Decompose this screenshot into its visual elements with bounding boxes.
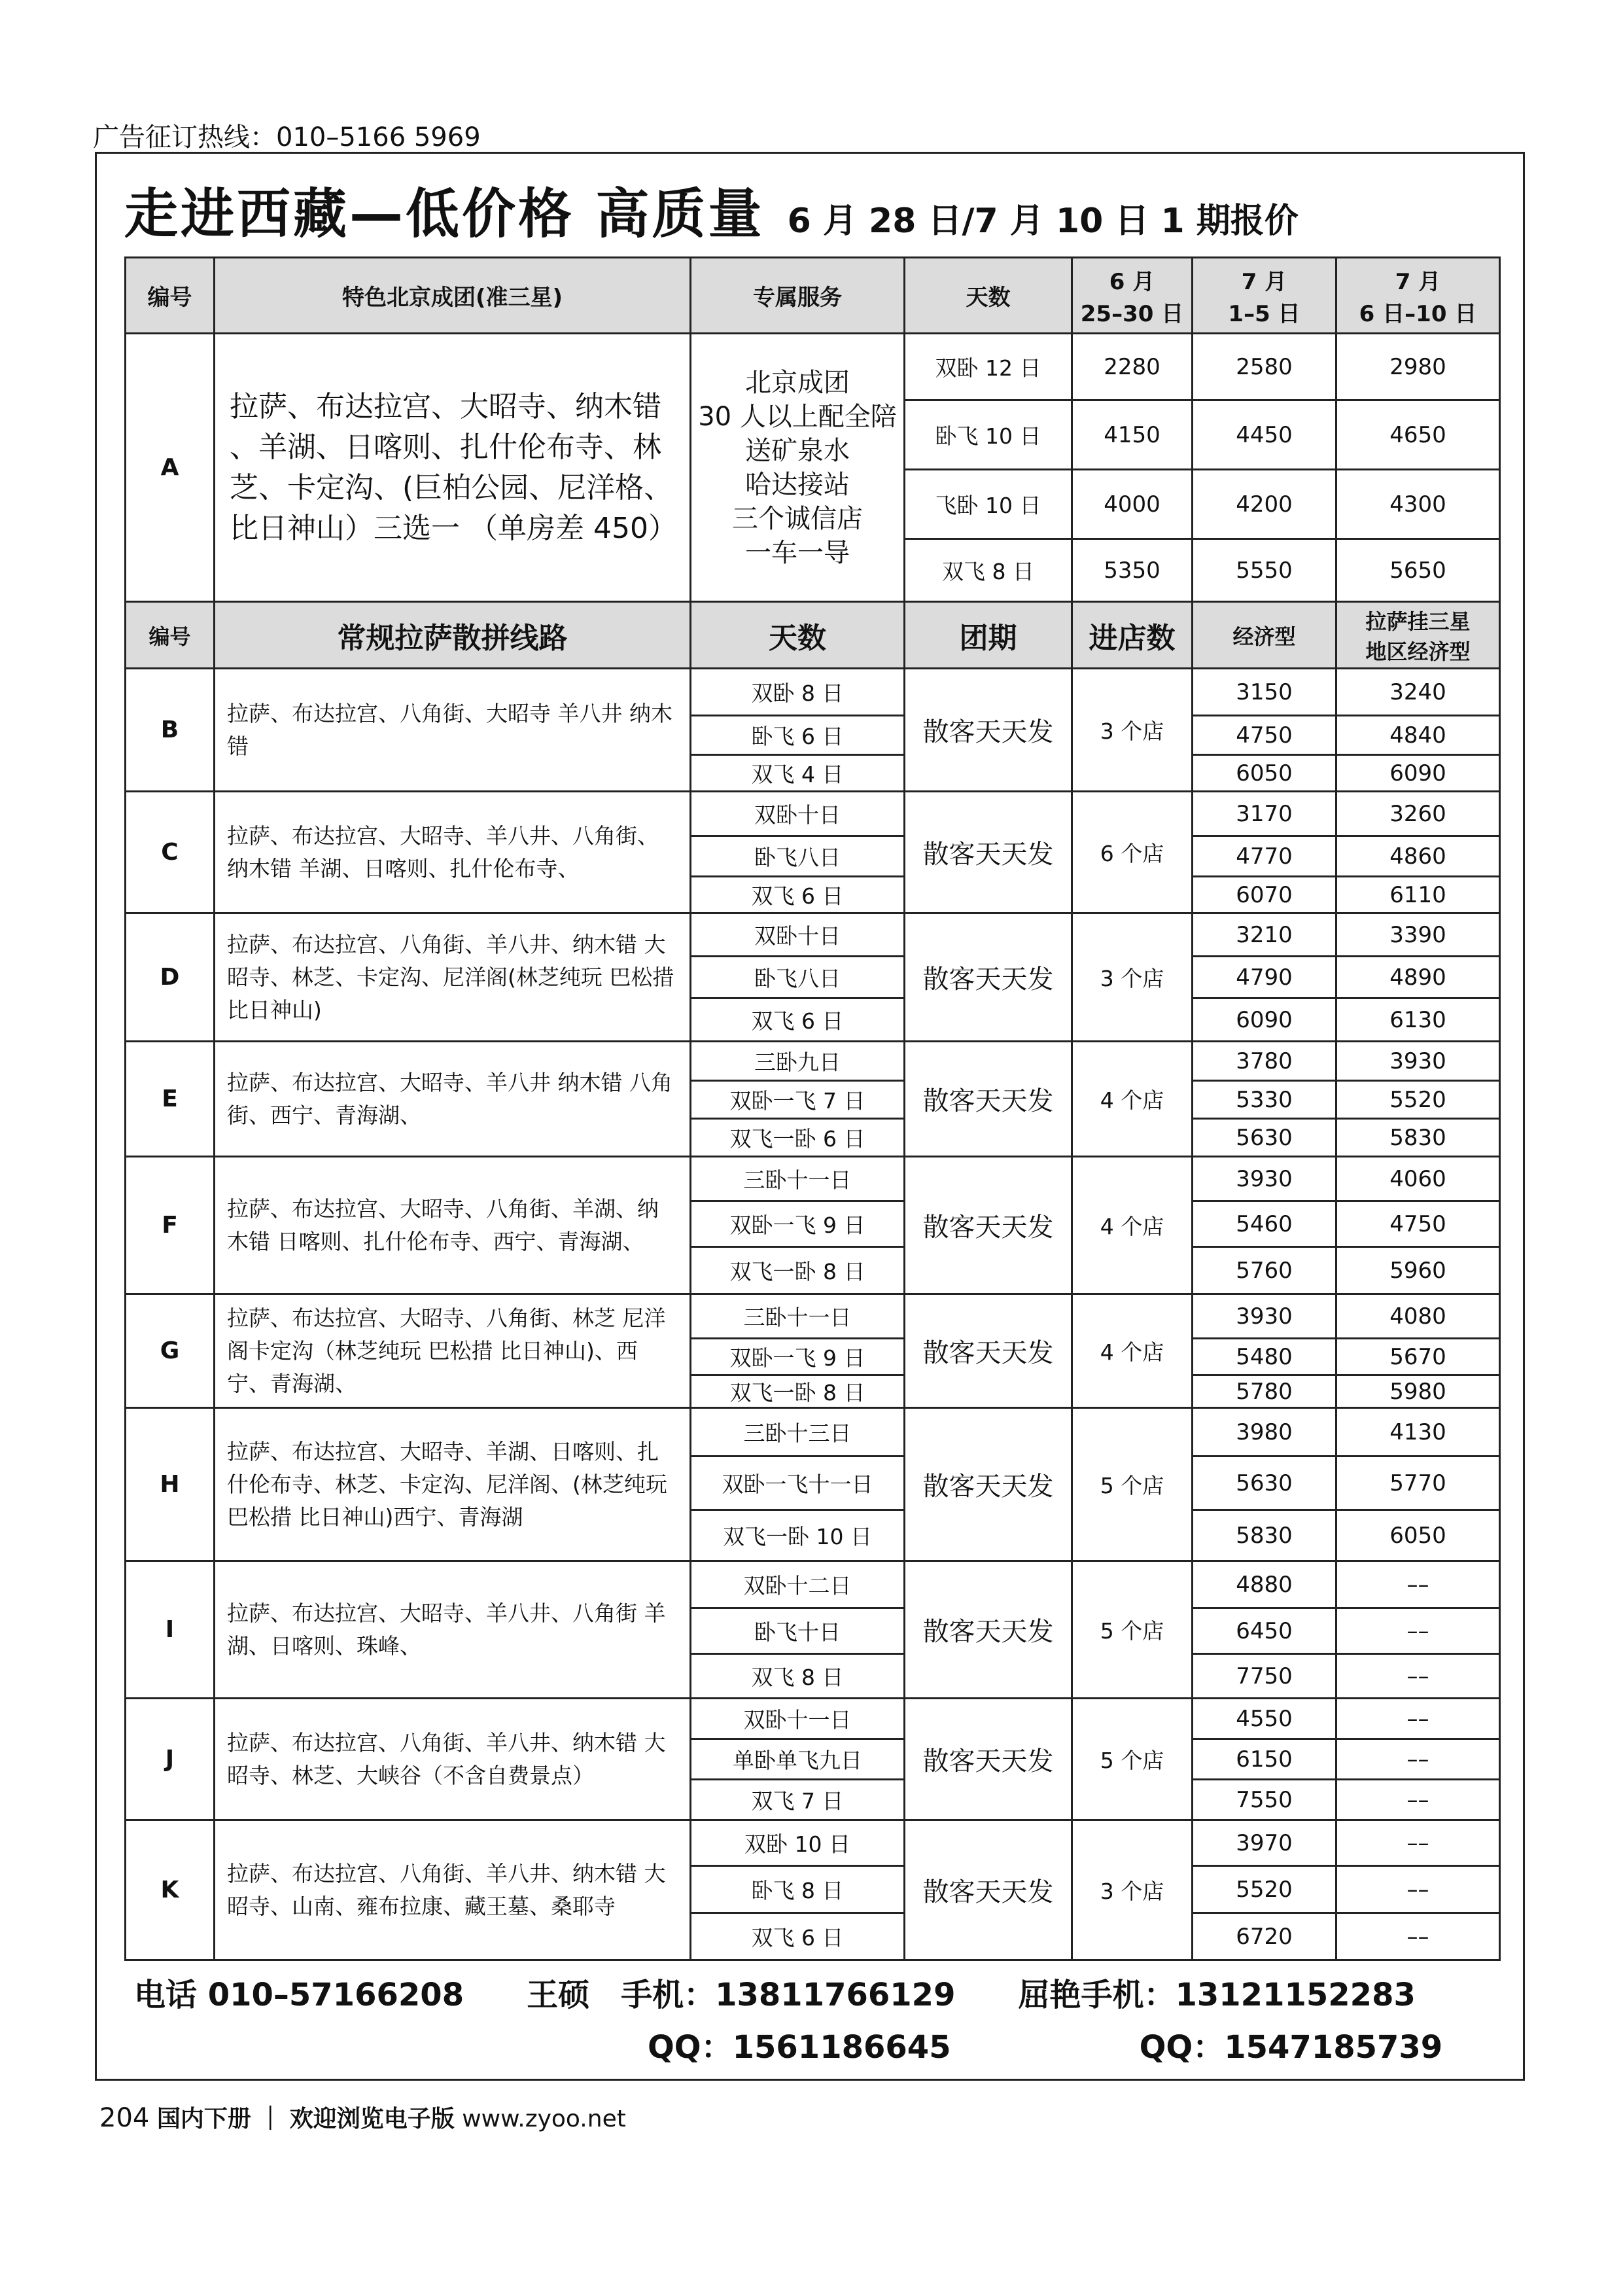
price-cell: 2980 <box>1336 334 1500 400</box>
days-cell: 双飞 6 日 <box>691 998 905 1042</box>
days-cell: 双飞一卧 10 日 <box>691 1510 905 1561</box>
days-cell: 卧飞 6 日 <box>691 716 905 755</box>
price-economy: 4550 <box>1193 1699 1336 1739</box>
header-col2: 7 月 1–5 日 <box>1193 258 1336 334</box>
days-cell: 双飞一卧 6 日 <box>691 1119 905 1157</box>
price-economy: 3210 <box>1193 913 1336 957</box>
route-text: 拉萨、布达拉宫、八角街、羊八井、纳木错 大昭寺、林芝、大峡谷（不含自费景点） <box>215 1699 691 1820</box>
table-row <box>126 1820 1500 1866</box>
price-lhasa3: 6050 <box>1336 1510 1500 1561</box>
header-lhasa3: 拉萨挂三星 地区经济型 <box>1336 602 1500 669</box>
price-lhasa3: –– <box>1336 1913 1500 1960</box>
schedule-cell: 散客天天发 <box>905 1699 1072 1820</box>
header-code: 编号 <box>126 602 215 669</box>
price-economy: 7550 <box>1193 1780 1336 1820</box>
price-lhasa3: 6110 <box>1336 877 1500 913</box>
price-economy: 5630 <box>1193 1119 1336 1157</box>
price-lhasa3: 4060 <box>1336 1157 1500 1201</box>
title-sub: 6 月 28 日/7 月 10 日 1 期报价 <box>787 202 1299 241</box>
price-economy: 5760 <box>1193 1247 1336 1294</box>
route-text: 拉萨、布达拉宫、大昭寺、八角街、林芝 尼洋阁卡定沟（林芝纯玩 巴松措 比日神山)、西宁、青海湖、 <box>215 1294 691 1408</box>
shops-cell: 5 个店 <box>1072 1699 1193 1820</box>
route-text: 拉萨、布达拉宫、大昭寺、羊湖、日喀则、扎什伦布寺、林芝、卡定沟、尼洋阁、(林芝纯玩 巴松措 比日神山)西宁、青海湖 <box>215 1408 691 1561</box>
page-title <box>124 171 1299 248</box>
table-row <box>126 334 1500 400</box>
table-row <box>126 669 1500 716</box>
ad-hotline: 广告征订热线：010–5166 5969 <box>93 122 481 152</box>
price-economy: 5630 <box>1193 1457 1336 1510</box>
days-cell: 卧飞 8 日 <box>691 1866 905 1913</box>
price-lhasa3: –– <box>1336 1561 1500 1608</box>
price-lhasa3: 3930 <box>1336 1042 1500 1081</box>
shops-cell: 6 个店 <box>1072 792 1193 913</box>
days-cell: 双飞一卧 8 日 <box>691 1375 905 1408</box>
price-economy: 5780 <box>1193 1375 1336 1408</box>
price-economy: 7750 <box>1193 1654 1336 1699</box>
row-code: E <box>126 1042 215 1157</box>
table-row <box>126 1561 1500 1608</box>
days-cell: 双飞 8 日 <box>905 539 1072 602</box>
price-lhasa3: –– <box>1336 1699 1500 1739</box>
price-economy: 6090 <box>1193 998 1336 1042</box>
price-cell: 4450 <box>1193 400 1336 470</box>
price-cell: 5650 <box>1336 539 1500 602</box>
price-lhasa3: 5980 <box>1336 1375 1500 1408</box>
exclusive-service: 北京成团 30 人以上配全陪 送矿泉水 哈达接站 三个诚信店 一车一导 <box>691 334 905 602</box>
row-code: B <box>126 669 215 792</box>
row-code: F <box>126 1157 215 1294</box>
days-cell: 三卧十三日 <box>691 1408 905 1457</box>
price-economy: 4770 <box>1193 836 1336 877</box>
price-economy: 3170 <box>1193 792 1336 836</box>
price-lhasa3: 5770 <box>1336 1457 1500 1510</box>
days-cell: 双卧十一日 <box>691 1699 905 1739</box>
schedule-cell: 散客天天发 <box>905 1294 1072 1408</box>
price-lhasa3: 5830 <box>1336 1119 1500 1157</box>
days-cell: 三卧九日 <box>691 1042 905 1081</box>
days-cell: 三卧十一日 <box>691 1294 905 1339</box>
days-cell: 双飞 7 日 <box>691 1780 905 1820</box>
price-lhasa3: 4750 <box>1336 1201 1500 1247</box>
days-cell: 双卧 8 日 <box>691 669 905 716</box>
days-cell: 卧飞十日 <box>691 1608 905 1654</box>
price-economy: 6450 <box>1193 1608 1336 1654</box>
header-shops: 进店数 <box>1072 602 1193 669</box>
header-days: 天数 <box>691 602 905 669</box>
shops-cell: 5 个店 <box>1072 1561 1193 1699</box>
price-cell: 5550 <box>1193 539 1336 602</box>
price-economy: 3150 <box>1193 669 1336 716</box>
price-economy: 5460 <box>1193 1201 1336 1247</box>
beijing-group-table <box>124 256 1501 603</box>
schedule-cell: 散客天天发 <box>905 1042 1072 1157</box>
schedule-cell: 散客天天发 <box>905 1408 1072 1561</box>
header-code: 编号 <box>126 258 215 334</box>
days-cell: 双卧 12 日 <box>905 334 1072 400</box>
contact-line-2: QQ：1561186645 QQ：1547185739 <box>648 2029 1443 2066</box>
price-economy: 3930 <box>1193 1157 1336 1201</box>
price-lhasa3: –– <box>1336 1654 1500 1699</box>
header-tour: 特色北京成团(准三星) <box>215 258 691 334</box>
row-code: A <box>126 334 215 602</box>
table1-header <box>126 258 1500 334</box>
price-lhasa3: 4860 <box>1336 836 1500 877</box>
table-row <box>126 1294 1500 1339</box>
table-row <box>126 792 1500 836</box>
price-lhasa3: 4840 <box>1336 716 1500 755</box>
route-text: 拉萨、布达拉宫、大昭寺、羊八井、八角街、纳木错 羊湖、日喀则、扎什伦布寺、 <box>215 792 691 913</box>
price-economy: 6720 <box>1193 1913 1336 1960</box>
price-cell: 4000 <box>1072 470 1193 539</box>
route-text: 拉萨、布达拉宫、八角街、羊八井、纳木错 大昭寺、山南、雍布拉康、藏王墓、桑耶寺 <box>215 1820 691 1960</box>
days-cell: 双卧一飞 9 日 <box>691 1339 905 1375</box>
days-cell: 双飞 6 日 <box>691 1913 905 1960</box>
schedule-cell: 散客天天发 <box>905 1820 1072 1960</box>
price-cell: 5350 <box>1072 539 1193 602</box>
price-economy: 6070 <box>1193 877 1336 913</box>
header-economy: 经济型 <box>1193 602 1336 669</box>
title-main: 走进西藏—低价格 高质量 <box>124 183 765 245</box>
price-economy: 5330 <box>1193 1081 1336 1119</box>
price-economy: 6150 <box>1193 1739 1336 1780</box>
price-lhasa3: –– <box>1336 1780 1500 1820</box>
schedule-cell: 散客天天发 <box>905 1561 1072 1699</box>
days-cell: 三卧十一日 <box>691 1157 905 1201</box>
shops-cell: 3 个店 <box>1072 1820 1193 1960</box>
site-url[interactable]: www.zyoo.net <box>462 2106 626 2132</box>
price-cell: 4300 <box>1336 470 1500 539</box>
days-cell: 双卧十日 <box>691 913 905 957</box>
days-cell: 双卧十二日 <box>691 1561 905 1608</box>
price-economy: 3930 <box>1193 1294 1336 1339</box>
table2-header <box>126 602 1500 669</box>
table-row <box>126 913 1500 957</box>
days-cell: 单卧单飞九日 <box>691 1739 905 1780</box>
table-row <box>126 1157 1500 1201</box>
days-cell: 卧飞八日 <box>691 836 905 877</box>
header-schedule: 团期 <box>905 602 1072 669</box>
table-row <box>126 1042 1500 1081</box>
section-name: 国内下册 <box>156 2106 251 2132</box>
page-number: 204 <box>99 2103 150 2133</box>
welcome-text: 欢迎浏览电子版 <box>289 2106 455 2132</box>
price-cell: 4650 <box>1336 400 1500 470</box>
days-cell: 双飞 6 日 <box>691 877 905 913</box>
route-text: 拉萨、布达拉宫、大昭寺、八角街、羊湖、纳木错 日喀则、扎什伦布寺、西宁、青海湖、 <box>215 1157 691 1294</box>
table-row <box>126 1699 1500 1739</box>
price-economy: 5520 <box>1193 1866 1336 1913</box>
row-code: I <box>126 1561 215 1699</box>
schedule-cell: 散客天天发 <box>905 792 1072 913</box>
days-cell: 双飞一卧 8 日 <box>691 1247 905 1294</box>
price-economy: 4790 <box>1193 957 1336 998</box>
price-lhasa3: –– <box>1336 1608 1500 1654</box>
shops-cell: 5 个店 <box>1072 1408 1193 1561</box>
price-lhasa3: –– <box>1336 1739 1500 1780</box>
route-text: 拉萨、布达拉宫、大昭寺、纳木错 、羊湖、日喀则、扎什伦布寺、林芝、卡定沟、(巨柏公园、尼洋格、比日神山）三选一 （单房差 450） <box>215 334 691 602</box>
days-cell: 双卧一飞十一日 <box>691 1457 905 1510</box>
shops-cell: 4 个店 <box>1072 1294 1193 1408</box>
price-lhasa3: –– <box>1336 1866 1500 1913</box>
price-lhasa3: 5960 <box>1336 1247 1500 1294</box>
price-lhasa3: 4890 <box>1336 957 1500 998</box>
route-text: 拉萨、布达拉宫、八角街、大昭寺 羊八井 纳木错 <box>215 669 691 792</box>
contact-line-1: 电话 010–57166208 王硕 手机：13811766129 屈艳手机：13121152283 <box>134 1977 1416 2013</box>
price-economy: 3970 <box>1193 1820 1336 1866</box>
days-cell: 飞卧 10 日 <box>905 470 1072 539</box>
price-lhasa3: 4080 <box>1336 1294 1500 1339</box>
row-code: J <box>126 1699 215 1820</box>
table-row <box>126 1408 1500 1457</box>
schedule-cell: 散客天天发 <box>905 669 1072 792</box>
price-lhasa3: 5520 <box>1336 1081 1500 1119</box>
route-text: 拉萨、布达拉宫、大昭寺、羊八井 纳木错 八角街、西宁、青海湖、 <box>215 1042 691 1157</box>
price-lhasa3: 6090 <box>1336 755 1500 792</box>
price-lhasa3: 4130 <box>1336 1408 1500 1457</box>
price-lhasa3: 5670 <box>1336 1339 1500 1375</box>
price-cell: 4200 <box>1193 470 1336 539</box>
schedule-cell: 散客天天发 <box>905 913 1072 1042</box>
shops-cell: 3 个店 <box>1072 913 1193 1042</box>
row-code: C <box>126 792 215 913</box>
days-cell: 双卧 10 日 <box>691 1820 905 1866</box>
shops-cell: 3 个店 <box>1072 669 1193 792</box>
price-lhasa3: 3240 <box>1336 669 1500 716</box>
row-code: H <box>126 1408 215 1561</box>
days-cell: 双卧一飞 9 日 <box>691 1201 905 1247</box>
route-text: 拉萨、布达拉宫、大昭寺、羊八井、八角街 羊湖、日喀则、珠峰、 <box>215 1561 691 1699</box>
price-cell: 4150 <box>1072 400 1193 470</box>
row-code: G <box>126 1294 215 1408</box>
header-col1: 6 月 25–30 日 <box>1072 258 1193 334</box>
days-cell: 双飞 8 日 <box>691 1654 905 1699</box>
days-cell: 双卧十日 <box>691 792 905 836</box>
price-lhasa3: 3390 <box>1336 913 1500 957</box>
days-cell: 双卧一飞 7 日 <box>691 1081 905 1119</box>
header-days: 天数 <box>905 258 1072 334</box>
price-cell: 2280 <box>1072 334 1193 400</box>
price-economy: 5480 <box>1193 1339 1336 1375</box>
price-economy: 3780 <box>1193 1042 1336 1081</box>
price-lhasa3: 6130 <box>1336 998 1500 1042</box>
price-economy: 4880 <box>1193 1561 1336 1608</box>
price-lhasa3: 3260 <box>1336 792 1500 836</box>
price-economy: 4750 <box>1193 716 1336 755</box>
price-economy: 3980 <box>1193 1408 1336 1457</box>
row-code: K <box>126 1820 215 1960</box>
days-cell: 双飞 4 日 <box>691 755 905 792</box>
header-col3: 7 月 6 日–10 日 <box>1336 258 1500 334</box>
price-cell: 2580 <box>1193 334 1336 400</box>
row-code: D <box>126 913 215 1042</box>
header-service: 专属服务 <box>691 258 905 334</box>
shops-cell: 4 个店 <box>1072 1157 1193 1294</box>
price-lhasa3: –– <box>1336 1820 1500 1866</box>
price-economy: 5830 <box>1193 1510 1336 1561</box>
schedule-cell: 散客天天发 <box>905 1157 1072 1294</box>
route-text: 拉萨、布达拉宫、八角街、羊八井、纳木错 大昭寺、林芝、卡定沟、尼洋阁(林芝纯玩 巴松措 比日神山) <box>215 913 691 1042</box>
lhasa-route-table <box>124 601 1501 1961</box>
shops-cell: 4 个店 <box>1072 1042 1193 1157</box>
header-route: 常规拉萨散拼线路 <box>215 602 691 669</box>
days-cell: 卧飞八日 <box>691 957 905 998</box>
days-cell: 卧飞 10 日 <box>905 400 1072 470</box>
price-economy: 6050 <box>1193 755 1336 792</box>
page-footer: 204 国内下册 ｜ 欢迎浏览电子版 www.zyoo.net <box>99 2103 626 2133</box>
